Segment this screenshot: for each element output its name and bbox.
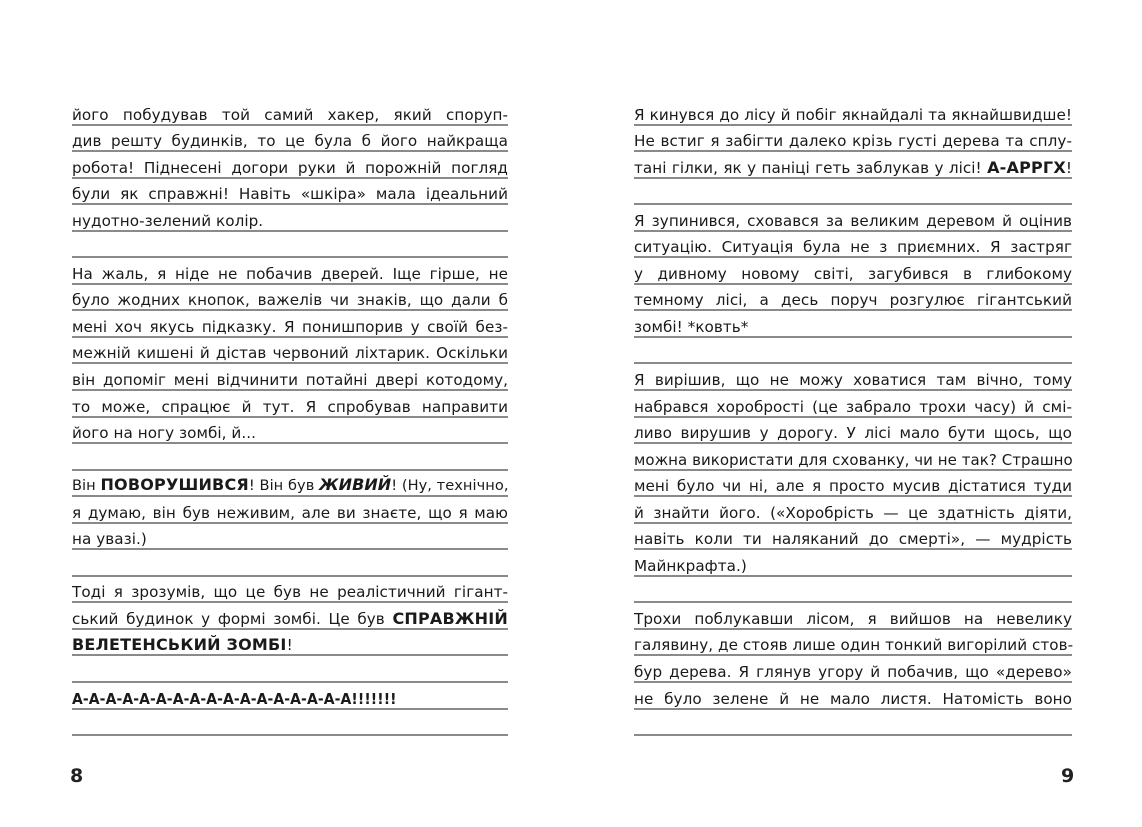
line-text xyxy=(72,212,508,230)
text-line xyxy=(634,364,1072,391)
body-text: темному лісі, а десь поруч розгулює гігантський xyxy=(634,291,1072,310)
right-page xyxy=(571,0,1142,827)
line-text xyxy=(72,185,508,203)
ruled-line-blank xyxy=(72,550,508,577)
line-text xyxy=(634,371,1072,389)
body-text: можна використати для схованку, чи не так? Страшно xyxy=(634,450,1073,469)
body-text: то може, спрацює й тут. Я спробував направити xyxy=(72,397,508,416)
line-text xyxy=(634,398,1072,416)
body-text: межній кишені й дістав червоний ліхтарик. Оскільки xyxy=(72,344,508,363)
line-text xyxy=(72,344,508,362)
line-text xyxy=(634,530,1072,548)
body-text: набрався хоробрості (це забрало трохи часу) й смі- xyxy=(634,397,1072,416)
line-text xyxy=(72,132,508,150)
line-text xyxy=(634,265,1072,283)
body-text: й знайти його. («Хоробрість — це здатність діяти, xyxy=(634,503,1072,522)
text-line xyxy=(634,258,1072,285)
body-text: на увазі.) xyxy=(72,530,147,549)
text-line xyxy=(72,99,508,126)
ruled-line-blank xyxy=(72,444,508,471)
body-text: див решту будинків, то це була б його найкраща xyxy=(72,132,508,151)
body-text: ! (Ну, технічно, xyxy=(391,477,509,495)
text-line xyxy=(72,258,508,285)
line-text xyxy=(72,424,508,442)
text-line xyxy=(634,603,1072,630)
body-text: Тоді я зрозумів, що це був не реалістичний гігант- xyxy=(72,583,508,602)
line-text xyxy=(634,610,1072,628)
body-text: Трохи поблукавши лісом, я вийшов на невелику xyxy=(634,609,1072,628)
line-text xyxy=(72,504,508,522)
text-line xyxy=(634,152,1072,179)
line-text xyxy=(634,557,1072,575)
text-line xyxy=(634,471,1072,498)
ruled-line-blank xyxy=(634,338,1072,365)
body-text: Я вирішив, що не можу ховатися там вічно, тому xyxy=(634,371,1072,390)
text-line xyxy=(634,630,1072,657)
line-text xyxy=(634,106,1072,124)
body-text: були як справжні! Навіть «шкіра» мала ідеальний xyxy=(72,185,508,204)
body-text: На жаль, я ніде не побачив дверей. Іще гірше, не xyxy=(72,264,508,283)
text-line xyxy=(72,338,508,365)
text-line xyxy=(72,471,508,498)
body-text: мені хоч якусь підказку. Я понишпорив у своїй без- xyxy=(72,317,508,336)
line-text xyxy=(634,504,1072,522)
text-line xyxy=(634,391,1072,418)
text-line xyxy=(72,603,508,630)
body-text: Він xyxy=(72,477,101,495)
line-text xyxy=(634,451,1072,469)
text-line xyxy=(72,205,508,232)
text-line xyxy=(72,418,508,445)
line-text xyxy=(634,663,1072,681)
body-text: зомбі! *ковть* xyxy=(634,317,749,336)
line-text xyxy=(634,212,1072,230)
ruled-line-blank xyxy=(634,179,1072,206)
text-line xyxy=(634,418,1072,445)
body-text: ! xyxy=(286,636,293,655)
line-text xyxy=(72,583,508,601)
body-text: тані гілки, як у паніці геть заблукав у лісі! xyxy=(634,158,988,177)
body-text: ський будинок у формі зомбі. Це був xyxy=(72,609,393,628)
body-text: ! Він був xyxy=(248,477,320,495)
emphasis-text: ПОВОРУШИВСЯ xyxy=(100,475,249,495)
body-text: його побудував той самий хакер, який споруп- xyxy=(72,105,508,124)
line-text xyxy=(72,371,508,389)
body-text: навіть коли ти наляканий до смерті», — мудрість xyxy=(634,530,1072,549)
text-line xyxy=(634,550,1072,577)
text-line xyxy=(634,497,1072,524)
text-line xyxy=(72,285,508,312)
ruled-line-blank xyxy=(634,710,1072,737)
line-text xyxy=(72,690,508,708)
line-text xyxy=(72,398,508,416)
line-text xyxy=(72,530,508,548)
line-text xyxy=(72,291,508,309)
text-line xyxy=(634,126,1072,153)
text-line xyxy=(634,683,1072,710)
line-text xyxy=(72,318,508,336)
text-line xyxy=(634,232,1072,259)
line-text xyxy=(72,476,508,495)
line-text xyxy=(634,291,1072,309)
text-line xyxy=(72,524,508,551)
line-text xyxy=(634,636,1072,654)
text-line xyxy=(72,497,508,524)
text-line xyxy=(634,311,1072,338)
text-line xyxy=(634,524,1072,551)
text-line xyxy=(634,656,1072,683)
body-text: бур дерева. Я глянув угору й побачив, що «дерево» xyxy=(634,663,1072,682)
page-number-left: 8 xyxy=(70,765,84,787)
body-text: Я зупинився, сховався за великим деревом й оцінив xyxy=(634,211,1072,230)
body-text: у дивному новому світі, загубився в глибокому xyxy=(634,264,1072,283)
line-text xyxy=(634,318,1072,336)
line-text xyxy=(634,424,1072,442)
text-line xyxy=(72,577,508,604)
line-text xyxy=(634,690,1072,708)
emphasis-text: ВЕЛЕТЕНСЬКИЙ ЗОМБІ xyxy=(72,635,287,655)
text-line xyxy=(72,179,508,206)
body-text: було жодних кнопок, важелів чи знаків, що дали б xyxy=(72,291,508,310)
body-text: ! xyxy=(1065,158,1072,177)
emphasis-text: А-А-А-А-А-А-А-А-А-А-А-А-А-А-А-А-А!!!!!!! xyxy=(72,689,397,708)
line-text xyxy=(72,159,508,177)
page-number-right: 9 xyxy=(1061,765,1075,787)
text-line xyxy=(72,152,508,179)
text-line xyxy=(72,364,508,391)
line-text xyxy=(634,159,1072,177)
text-line xyxy=(634,99,1072,126)
body-text: його на ногу зомбі, й... xyxy=(72,424,256,443)
ruled-line-blank xyxy=(72,656,508,683)
line-text xyxy=(634,132,1072,150)
body-text: Майнкрафта.) xyxy=(634,556,747,575)
body-text: нудотно-зелений колір. xyxy=(72,211,264,230)
text-line xyxy=(72,311,508,338)
text-line xyxy=(72,391,508,418)
line-text xyxy=(634,238,1072,256)
body-text: мені було чи ні, але я просто мусив дістатися туди xyxy=(634,477,1072,496)
emphasis-text: СПРАВЖНІЙ xyxy=(392,608,508,628)
right-page-text xyxy=(634,99,1072,736)
body-text: галявину, де стояв лише один тонкий вигорілий стов- xyxy=(634,636,1074,655)
ruled-line-blank xyxy=(634,577,1072,604)
ruled-line-blank xyxy=(72,710,508,737)
line-text xyxy=(634,477,1072,495)
body-text: ливо вирушив у дорогу. У лісі мало бути щось, що xyxy=(634,424,1072,443)
line-text xyxy=(72,636,508,654)
ruled-line-blank xyxy=(72,232,508,259)
body-text: ситуацію. Ситуація була не з приємних. Я застряг xyxy=(634,238,1072,257)
text-line xyxy=(72,630,508,657)
left-page-text xyxy=(72,99,508,736)
body-text: Не встиг я забігти далеко крізь густі дерева та сплу- xyxy=(634,132,1072,151)
text-line xyxy=(634,444,1072,471)
emphasis-text: ЖИВИЙ xyxy=(319,475,392,495)
body-text: Я кинувся до лісу й побіг якнайдалі та якнайшвидше! xyxy=(634,105,1072,124)
text-line xyxy=(634,285,1072,312)
emphasis-text: А-АРРГХ xyxy=(987,157,1066,177)
text-line xyxy=(72,126,508,153)
body-text: я думаю, він був неживим, але ви знаєте, що я маю xyxy=(72,503,508,522)
line-text xyxy=(72,610,508,628)
text-line xyxy=(634,205,1072,232)
body-text: робота! Піднесені догори руки й порожній погляд xyxy=(72,158,508,177)
body-text: не було зелене й не мало листя. Натомість воно xyxy=(634,689,1072,708)
body-text: він допоміг мені відчинити потайні двері котодому, xyxy=(72,371,508,390)
text-line xyxy=(72,683,508,710)
line-text xyxy=(72,106,508,124)
line-text xyxy=(72,265,508,283)
